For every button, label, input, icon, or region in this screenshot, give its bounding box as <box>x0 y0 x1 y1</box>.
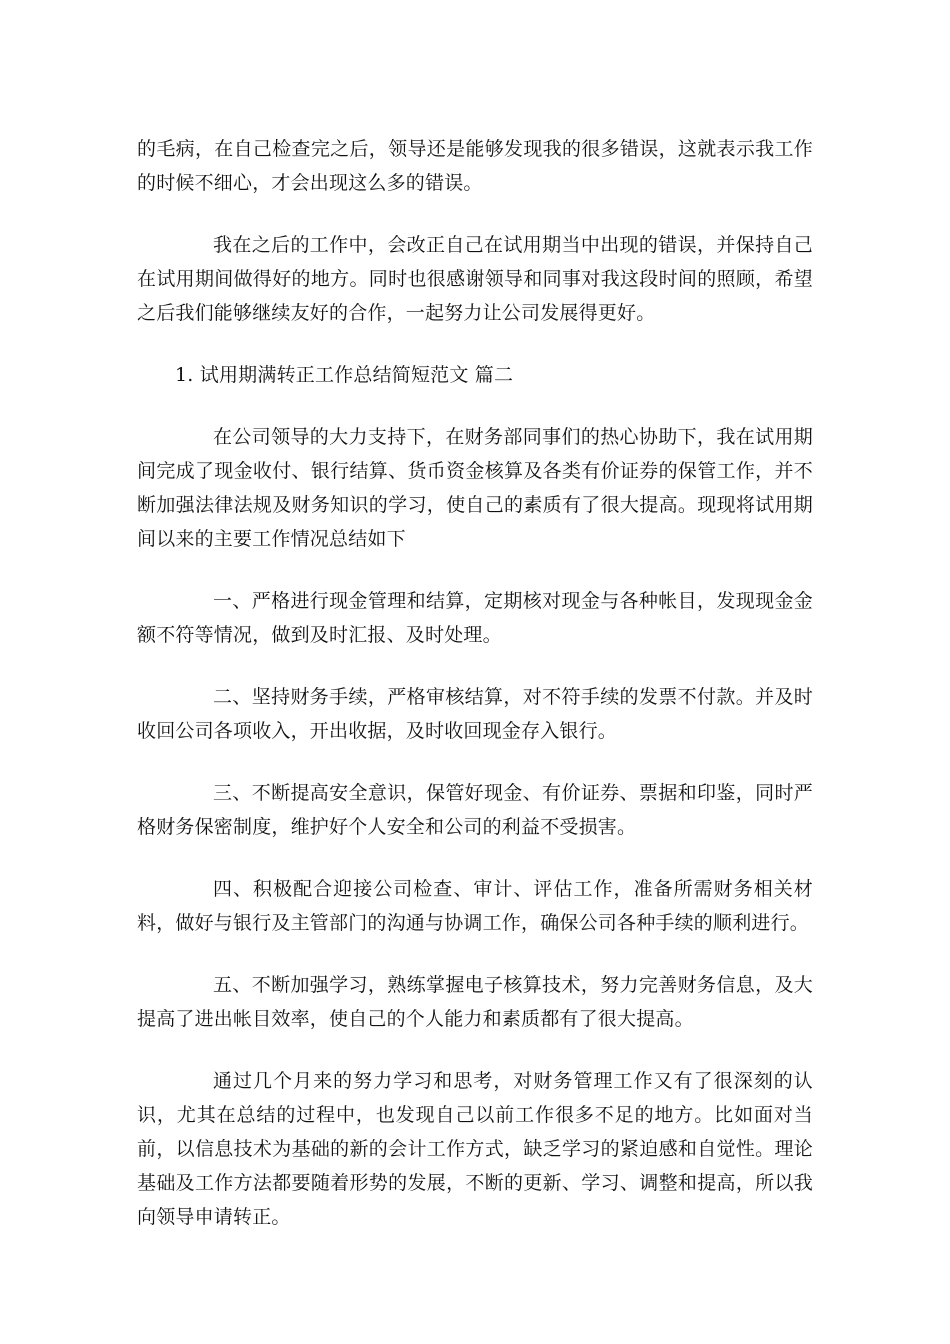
section-heading: 1. 试用期满转正工作总结简短范文 篇二 <box>175 364 514 386</box>
paragraph-item-4: 四、积极配合迎接公司检查、审计、评估工作，准备所需财务相关材料，做好与银行及主管部门的沟通与协调工作，确保公司各种手续的顺利进行。 <box>137 878 813 934</box>
paragraph-item-5: 五、不断加强学习，熟练掌握电子核算技术，努力完善财务信息，及大提高了进出帐目效率，使自己的个人能力和素质都有了很大提高。 <box>137 974 813 1030</box>
paragraph-continued: 的毛病，在自己检查完之后，领导还是能够发现我的很多错误，这就表示我工作的时候不细心，才会出现这么多的错误。 <box>137 138 813 194</box>
paragraph-conclusion: 通过几个月来的努力学习和思考，对财务管理工作又有了很深刻的认识，尤其在总结的过程中，也发现自己以前工作很多不足的地方。比如面对当前，以信息技术为基础的新的会计工作方式，缺乏学习的紧迫感和自觉性。理论基础及工作方法都要随着形势的发展，不断的更新、学习、调整和提高，所以我向领导申请转正。 <box>137 1070 813 1228</box>
document-body <box>137 132 813 1262</box>
paragraph-closing: 我在之后的工作中，会改正自己在试用期当中出现的错误，并保持自己在试用期间做得好的地方。同时也很感谢领导和同事对我这段时间的照顾，希望之后我们能够继续友好的合作，一起努力让公司发展得更好。 <box>137 234 813 324</box>
paragraph-item-2: 二、坚持财务手续，严格审核结算，对不符手续的发票不付款。并及时收回公司各项收入，开出收据，及时收回现金存入银行。 <box>137 686 813 742</box>
paragraph-intro: 在公司领导的大力支持下，在财务部同事们的热心协助下，我在试用期间完成了现金收付、银行结算、货币资金核算及各类有价证券的保管工作，并不断加强法律法规及财务知识的学习，使自己的素质有了很大提高。现现将试用期间以来的主要工作情况总结如下 <box>137 426 813 550</box>
paragraph-item-1: 一、严格进行现金管理和结算，定期核对现金与各种帐目，发现现金金额不符等情况，做到及时汇报、及时处理。 <box>137 590 813 646</box>
paragraph-item-3: 三、不断提高安全意识，保管好现金、有价证券、票据和印鉴，同时严格财务保密制度，维护好个人安全和公司的利益不受损害。 <box>137 782 813 838</box>
